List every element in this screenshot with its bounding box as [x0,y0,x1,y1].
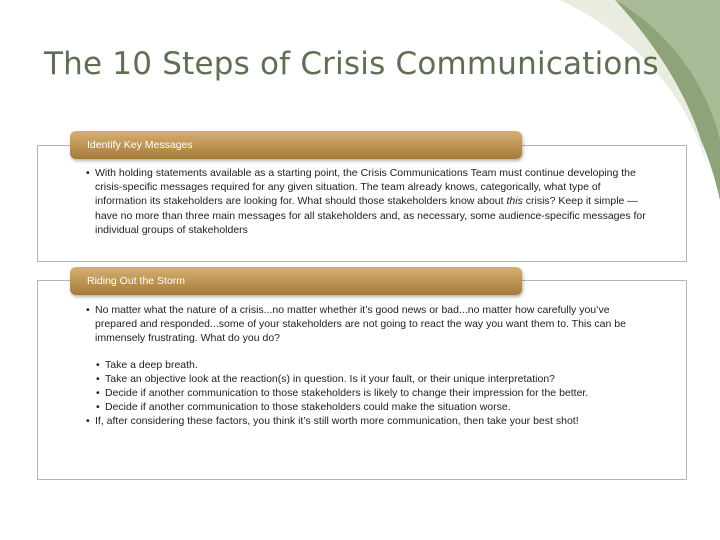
bullet-text-end: crisis? Keep it simple — have no more than three main messages for all stakeholders and, as necessary, some audience-specific messages for individual groups of stakeholders [95,195,646,236]
bullet-intro: • No matter what the nature of a crisis...no matter whether it’s good news or bad...no matter how carefully you’ve prepared and responded...some of your stakeholders are not going to react the way you want them to. This can be immensely frustrating. What do you do? [86,303,646,346]
bullet-key-messages [86,166,646,237]
section-body-riding-out-storm [86,303,646,429]
bullet-text-emphasis: this [506,195,523,208]
slide-title: The 10 Steps of Crisis Communications [44,46,659,82]
sub-bullet-item: • Decide if another communication to those stakeholders could make the situation worse. [96,400,646,414]
bullet-closing: • If, after considering these factors, you think it’s still worth more communication, then take your best shot! [86,414,646,428]
sub-bullet-item: • Take an objective look at the reaction(s) in question. Is it your fault, or their unique interpretation? [96,372,646,386]
sub-bullet-item: • Decide if another communication to those stakeholders is likely to change their impression for the better. [96,386,646,400]
section-header-key-messages: Identify Key Messages [70,131,522,159]
sub-bullet-item: • Take a deep breath. [96,358,646,372]
section-body-key-messages [86,166,646,237]
section-header-riding-out-storm: Riding Out the Storm [70,267,522,295]
bullet-text-start: With holding statements available as a starting point, the Crisis Communications Team must continue developing the crisis-specific messages required for any given situation. The team already knows, categorically, what type of information its stakeholders are looking for. What should those stakeholders know about [95,167,636,208]
